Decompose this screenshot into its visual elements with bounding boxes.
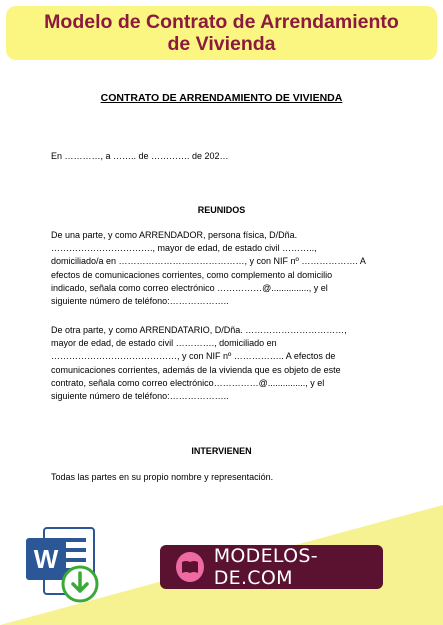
party1-line: De una parte, y como ARRENDADOR, persona física, D/Dña. <box>51 230 298 240</box>
party2-line: De otra parte, y como ARRENDATARIO, D/Dña. ……………………………, <box>51 325 347 335</box>
party2-paragraph <box>51 324 396 403</box>
intervienen-heading: INTERVIENEN <box>191 446 252 456</box>
header-title: Modelo de Contrato de Arrendamiento de Vivienda <box>44 11 399 55</box>
party1-line: ……………………………., mayor de edad, de estado civil ……….., <box>51 243 317 254</box>
word-letter: W <box>33 544 59 574</box>
document-title: CONTRATO DE ARRENDAMIENTO DE VIVIENDA <box>100 92 343 104</box>
reunidos-heading: REUNIDOS <box>197 205 246 215</box>
party2-line: mayor de edad, de estado civil …………., domiciliado en <box>51 338 277 349</box>
party2-line: contrato, señala como correo electrónico……………@..............., y el <box>51 377 325 388</box>
header-banner <box>6 6 437 60</box>
intervienen-text: Todas las partes en su propio nombre y representación. <box>51 472 274 482</box>
party1-line: domiciliado/a en ……………………………………, y con NIF nº ………………. A <box>51 256 366 267</box>
party1-line: indicado, señala como correo electrónico ……………@..............., y el <box>51 282 328 293</box>
party2-line: siguiente número de teléfono:……………….. <box>51 391 229 402</box>
word-document-icon <box>22 520 110 608</box>
book-icon <box>176 552 204 582</box>
party2-line: ……………………………………, y con NIF nº …………….. A efectos de <box>51 351 336 362</box>
date-line: En …………, a …….. de …………. de 202… <box>51 151 229 161</box>
brand-text: MODELOS-DE.COM <box>213 545 318 589</box>
brand-badge[interactable] <box>160 545 383 589</box>
party2-line: comunicaciones corrientes, además de la vivienda que es objeto de este <box>51 364 341 375</box>
party1-line: efectos de comunicaciones corrientes, como complemento al domicilio <box>51 269 333 280</box>
party1-paragraph <box>51 229 396 308</box>
party1-line: siguiente número de teléfono:……………….. <box>51 296 229 307</box>
